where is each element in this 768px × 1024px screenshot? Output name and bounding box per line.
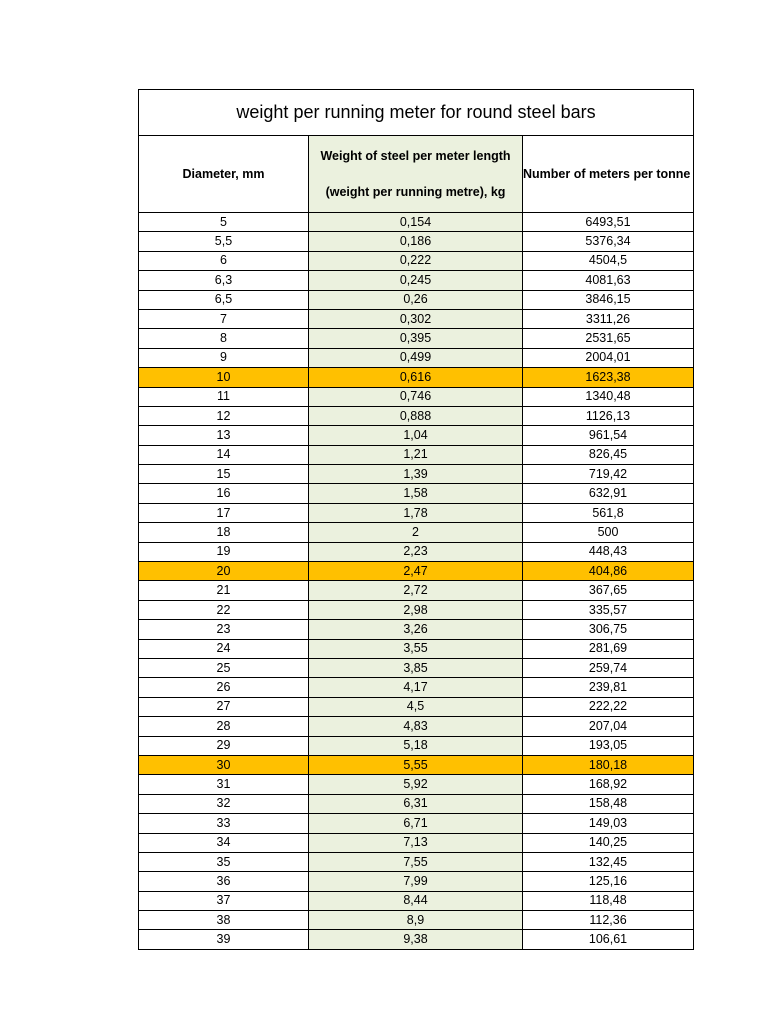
cell-diameter: 29 xyxy=(139,736,309,755)
cell-weight: 0,888 xyxy=(309,406,523,425)
header-row xyxy=(139,136,694,213)
cell-weight: 6,31 xyxy=(309,794,523,813)
table-row xyxy=(139,426,694,445)
cell-meters-per-tonne: 1340,48 xyxy=(523,387,694,406)
cell-meters-per-tonne: 106,61 xyxy=(523,930,694,949)
cell-diameter: 14 xyxy=(139,445,309,464)
table-row xyxy=(139,852,694,871)
cell-weight: 7,13 xyxy=(309,833,523,852)
cell-diameter: 36 xyxy=(139,872,309,891)
cell-diameter: 25 xyxy=(139,658,309,677)
cell-diameter: 27 xyxy=(139,697,309,716)
table-row xyxy=(139,736,694,755)
table-row xyxy=(139,542,694,561)
cell-meters-per-tonne: 448,43 xyxy=(523,542,694,561)
table-row xyxy=(139,717,694,736)
cell-weight: 2,98 xyxy=(309,600,523,619)
cell-weight: 0,222 xyxy=(309,251,523,270)
table-row xyxy=(139,755,694,774)
cell-diameter: 12 xyxy=(139,406,309,425)
cell-meters-per-tonne: 5376,34 xyxy=(523,232,694,251)
table-row xyxy=(139,678,694,697)
table-row xyxy=(139,484,694,503)
cell-meters-per-tonne: 2531,65 xyxy=(523,329,694,348)
table-row xyxy=(139,406,694,425)
cell-meters-per-tonne: 3846,15 xyxy=(523,290,694,309)
cell-diameter: 9 xyxy=(139,348,309,367)
cell-meters-per-tonne: 3311,26 xyxy=(523,309,694,328)
cell-diameter: 39 xyxy=(139,930,309,949)
cell-diameter: 23 xyxy=(139,620,309,639)
cell-meters-per-tonne: 826,45 xyxy=(523,445,694,464)
cell-meters-per-tonne: 180,18 xyxy=(523,755,694,774)
cell-weight: 2 xyxy=(309,523,523,542)
cell-meters-per-tonne: 632,91 xyxy=(523,484,694,503)
cell-meters-per-tonne: 281,69 xyxy=(523,639,694,658)
cell-weight: 6,71 xyxy=(309,814,523,833)
cell-weight: 0,616 xyxy=(309,368,523,387)
cell-diameter: 26 xyxy=(139,678,309,697)
cell-weight: 8,9 xyxy=(309,911,523,930)
cell-weight: 1,39 xyxy=(309,465,523,484)
cell-weight: 0,746 xyxy=(309,387,523,406)
cell-weight: 2,72 xyxy=(309,581,523,600)
table-row xyxy=(139,309,694,328)
cell-meters-per-tonne: 118,48 xyxy=(523,891,694,910)
table-row xyxy=(139,503,694,522)
cell-meters-per-tonne: 367,65 xyxy=(523,581,694,600)
cell-diameter: 6 xyxy=(139,251,309,270)
table-row xyxy=(139,562,694,581)
table-row xyxy=(139,465,694,484)
cell-meters-per-tonne: 158,48 xyxy=(523,794,694,813)
cell-diameter: 37 xyxy=(139,891,309,910)
table-row xyxy=(139,775,694,794)
table-row xyxy=(139,911,694,930)
cell-meters-per-tonne: 140,25 xyxy=(523,833,694,852)
cell-diameter: 16 xyxy=(139,484,309,503)
cell-diameter: 28 xyxy=(139,717,309,736)
cell-diameter: 19 xyxy=(139,542,309,561)
header-weight-line1: Weight of steel per meter length xyxy=(320,149,511,163)
cell-meters-per-tonne: 149,03 xyxy=(523,814,694,833)
cell-diameter: 24 xyxy=(139,639,309,658)
cell-meters-per-tonne: 500 xyxy=(523,523,694,542)
cell-weight: 2,47 xyxy=(309,562,523,581)
cell-diameter: 6,3 xyxy=(139,271,309,290)
cell-meters-per-tonne: 239,81 xyxy=(523,678,694,697)
table-title: weight per running meter for round steel bars xyxy=(139,90,694,136)
table-row xyxy=(139,348,694,367)
cell-meters-per-tonne: 404,86 xyxy=(523,562,694,581)
table-row xyxy=(139,290,694,309)
table-row xyxy=(139,445,694,464)
cell-diameter: 5 xyxy=(139,213,309,232)
cell-meters-per-tonne: 125,16 xyxy=(523,872,694,891)
cell-weight: 5,18 xyxy=(309,736,523,755)
cell-weight: 7,99 xyxy=(309,872,523,891)
cell-meters-per-tonne: 112,36 xyxy=(523,911,694,930)
table-row xyxy=(139,271,694,290)
cell-diameter: 34 xyxy=(139,833,309,852)
cell-weight: 7,55 xyxy=(309,852,523,871)
cell-meters-per-tonne: 4081,63 xyxy=(523,271,694,290)
table-row xyxy=(139,639,694,658)
cell-meters-per-tonne: 259,74 xyxy=(523,658,694,677)
title-row xyxy=(139,90,694,136)
cell-meters-per-tonne: 719,42 xyxy=(523,465,694,484)
cell-meters-per-tonne: 6493,51 xyxy=(523,213,694,232)
cell-meters-per-tonne: 207,04 xyxy=(523,717,694,736)
cell-weight: 0,395 xyxy=(309,329,523,348)
table-row xyxy=(139,697,694,716)
cell-diameter: 38 xyxy=(139,911,309,930)
cell-diameter: 31 xyxy=(139,775,309,794)
table-row xyxy=(139,387,694,406)
header-meters-per-tonne: Number of meters per tonne xyxy=(523,136,694,213)
cell-meters-per-tonne: 222,22 xyxy=(523,697,694,716)
cell-meters-per-tonne: 132,45 xyxy=(523,852,694,871)
cell-diameter: 5,5 xyxy=(139,232,309,251)
table-row xyxy=(139,232,694,251)
cell-meters-per-tonne: 335,57 xyxy=(523,600,694,619)
cell-weight: 0,302 xyxy=(309,309,523,328)
header-weight xyxy=(309,136,523,213)
table-row xyxy=(139,523,694,542)
cell-diameter: 10 xyxy=(139,368,309,387)
table-row xyxy=(139,368,694,387)
cell-meters-per-tonne: 561,8 xyxy=(523,503,694,522)
cell-weight: 3,85 xyxy=(309,658,523,677)
cell-weight: 1,58 xyxy=(309,484,523,503)
cell-diameter: 30 xyxy=(139,755,309,774)
table-row xyxy=(139,329,694,348)
cell-weight: 8,44 xyxy=(309,891,523,910)
table-row xyxy=(139,794,694,813)
cell-weight: 0,186 xyxy=(309,232,523,251)
cell-weight: 1,78 xyxy=(309,503,523,522)
steel-bar-weight-table xyxy=(138,89,694,950)
header-diameter: Diameter, mm xyxy=(139,136,309,213)
cell-weight: 5,55 xyxy=(309,755,523,774)
cell-diameter: 18 xyxy=(139,523,309,542)
cell-diameter: 15 xyxy=(139,465,309,484)
cell-diameter: 32 xyxy=(139,794,309,813)
cell-weight: 4,83 xyxy=(309,717,523,736)
cell-weight: 4,17 xyxy=(309,678,523,697)
cell-meters-per-tonne: 193,05 xyxy=(523,736,694,755)
table-body xyxy=(139,213,694,950)
cell-diameter: 13 xyxy=(139,426,309,445)
cell-weight: 1,21 xyxy=(309,445,523,464)
table-row xyxy=(139,620,694,639)
cell-meters-per-tonne: 2004,01 xyxy=(523,348,694,367)
table-row xyxy=(139,251,694,270)
header-weight-line2: (weight per running metre), kg xyxy=(325,185,506,199)
cell-weight: 3,26 xyxy=(309,620,523,639)
cell-diameter: 33 xyxy=(139,814,309,833)
cell-meters-per-tonne: 1126,13 xyxy=(523,406,694,425)
cell-weight: 0,154 xyxy=(309,213,523,232)
cell-diameter: 35 xyxy=(139,852,309,871)
cell-weight: 0,499 xyxy=(309,348,523,367)
table-row xyxy=(139,814,694,833)
cell-meters-per-tonne: 168,92 xyxy=(523,775,694,794)
table-row xyxy=(139,872,694,891)
table-row xyxy=(139,581,694,600)
cell-weight: 0,245 xyxy=(309,271,523,290)
cell-weight: 2,23 xyxy=(309,542,523,561)
table-row xyxy=(139,833,694,852)
cell-weight: 5,92 xyxy=(309,775,523,794)
table-row xyxy=(139,891,694,910)
table-row xyxy=(139,658,694,677)
cell-meters-per-tonne: 306,75 xyxy=(523,620,694,639)
cell-diameter: 20 xyxy=(139,562,309,581)
cell-meters-per-tonne: 4504,5 xyxy=(523,251,694,270)
cell-weight: 0,26 xyxy=(309,290,523,309)
cell-meters-per-tonne: 961,54 xyxy=(523,426,694,445)
table-row xyxy=(139,600,694,619)
cell-diameter: 17 xyxy=(139,503,309,522)
cell-weight: 9,38 xyxy=(309,930,523,949)
cell-diameter: 6,5 xyxy=(139,290,309,309)
cell-weight: 4,5 xyxy=(309,697,523,716)
cell-meters-per-tonne: 1623,38 xyxy=(523,368,694,387)
cell-diameter: 22 xyxy=(139,600,309,619)
cell-diameter: 8 xyxy=(139,329,309,348)
cell-weight: 3,55 xyxy=(309,639,523,658)
cell-diameter: 21 xyxy=(139,581,309,600)
cell-diameter: 7 xyxy=(139,309,309,328)
table-row xyxy=(139,213,694,232)
cell-diameter: 11 xyxy=(139,387,309,406)
table-row xyxy=(139,930,694,949)
cell-weight: 1,04 xyxy=(309,426,523,445)
